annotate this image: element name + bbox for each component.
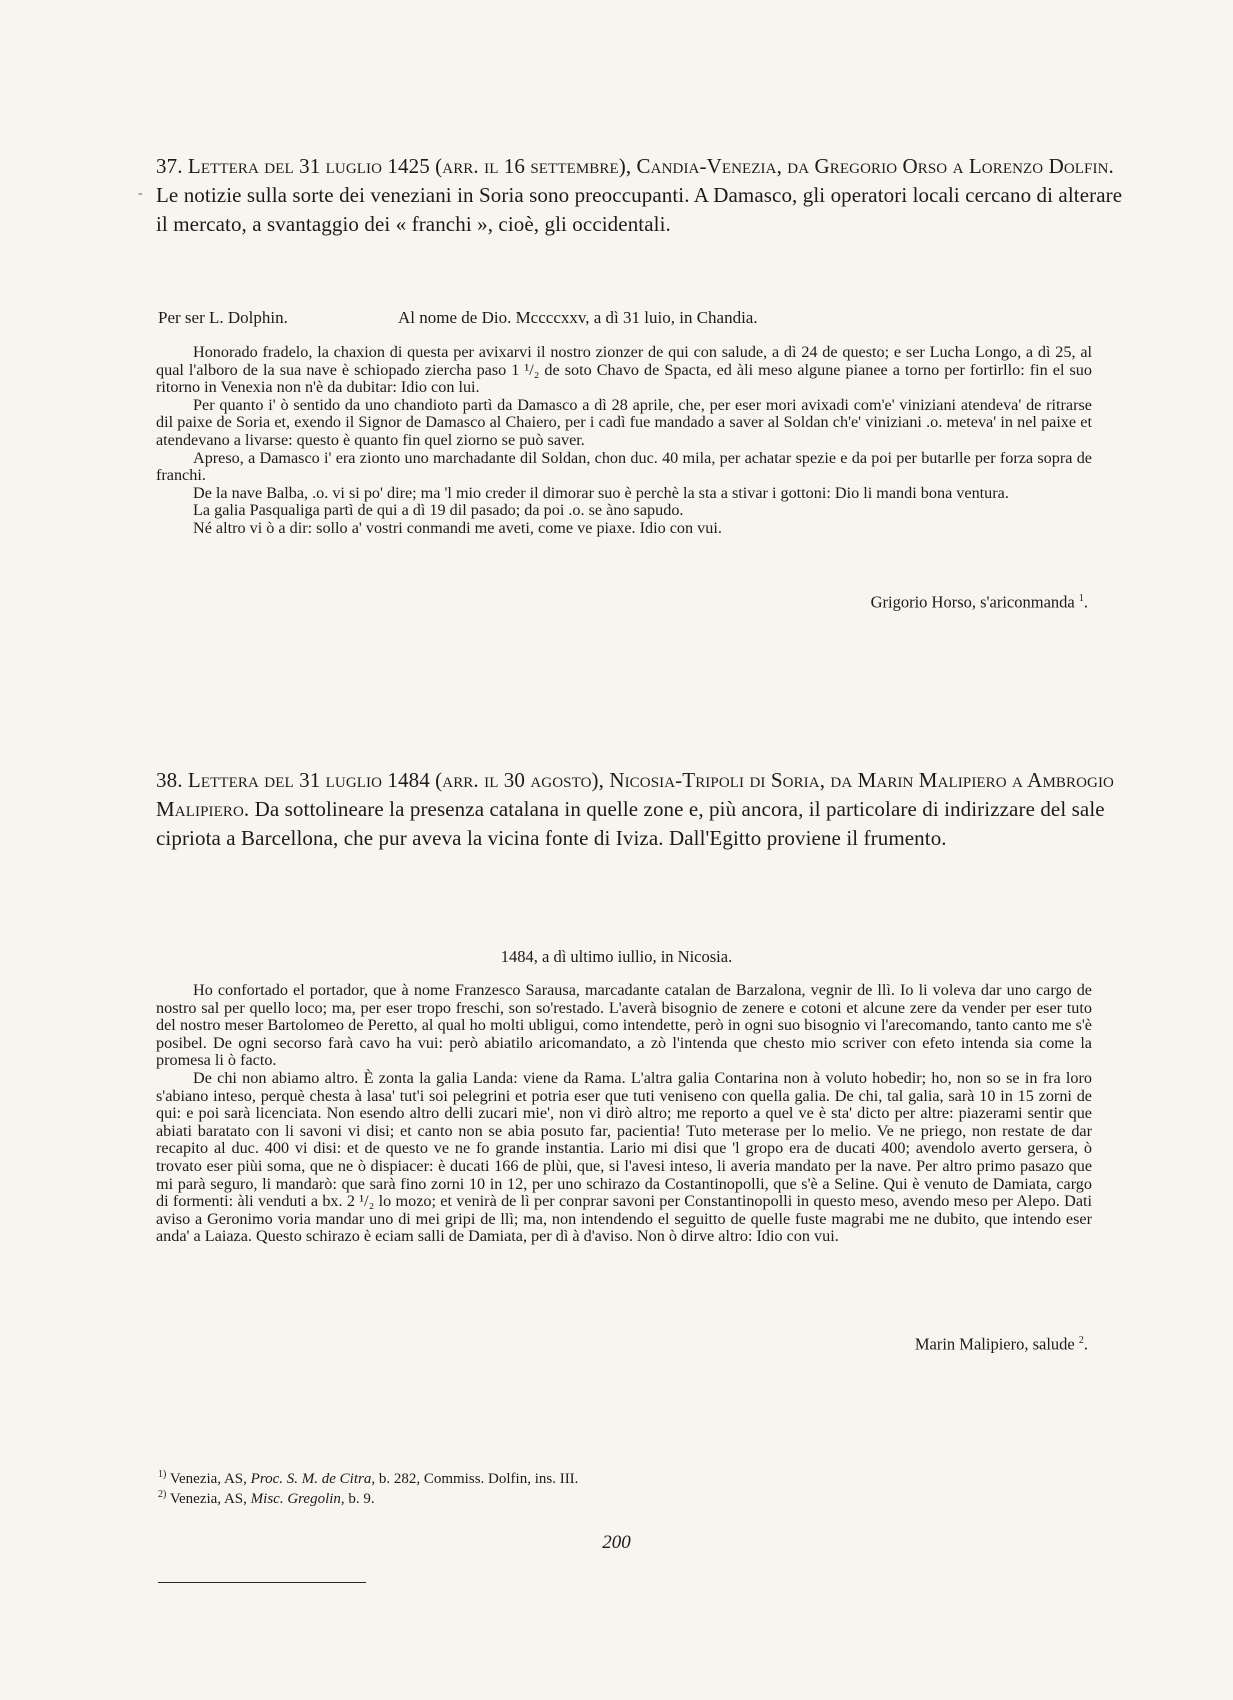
doc37-address: Per ser L. Dolphin. [158, 308, 288, 327]
doc38-signature-text: Marin Malipiero, salude [914, 1334, 1075, 1354]
doc37-paragraph: Apreso, a Damasco i' era zionto uno marchadante dil Soldan, chon duc. 40 mila, per achatar spezie e da poi per butarlle per forza sopra de franchi. [156, 448, 1092, 485]
doc37-paragraph: La galia Pasqualiga partì de qui a dì 19 dil pasado; da poi .o. se àno sapudo. [193, 501, 684, 520]
doc37-paragraph: Né altro vi ò a dir: sollo a' vostri conmandi me aveti, come ve piaxe. Idio con vui. [193, 518, 722, 537]
doc38-footnote-ref: 2 [1078, 1335, 1084, 1346]
doc37-dateline: Al nome de Dio. Mccccxxv, a dì 31 luio, in Chandia. [398, 308, 758, 327]
doc37-signature-text: Grigorio Horso, s'ariconmanda [870, 592, 1075, 612]
footnote-text: Venezia, AS, [169, 1491, 251, 1507]
footnote-mark: 1) [158, 1469, 167, 1480]
doc37-signature: Grigorio Horso, s'ariconmanda $^1$. [870, 592, 1088, 612]
footnote-text: , b. 9. [340, 1491, 375, 1507]
doc37-footnote-ref: 1 [1078, 593, 1084, 604]
footnote-text: Venezia, AS, [169, 1471, 251, 1487]
footnote-mark: 2) [158, 1489, 167, 1500]
doc37-heading-title: Lettera del 31 luglio 1425 (arr. il 16 settembre), Candia-Venezia, da Gregorio Orso a Lorenzo Dolfin. [187, 154, 1114, 178]
doc38-heading-title: Lettera del 31 luglio 1484 (arr. il 30 agosto), Nicosia-Tripoli di Soria, da Marin Malipiero a Ambrogio Malipiero. [156, 768, 1114, 821]
doc38-number: 38. [156, 768, 183, 792]
doc37-letter-body [156, 344, 1092, 538]
document-37-heading [156, 152, 1126, 239]
doc38-dateline: 1484, a dì ultimo iullio, in Nicosia. [500, 947, 733, 966]
doc38-heading-summary: Da sottolineare la presenza catalana in quelle zone e, più ancora, il particolare di indirizzare del sale cipriota a Barcellona, che pur aveva la vicina fonte di Iviza. Dall'Egitto proviene il frumento. [156, 797, 1105, 850]
footnote-source-title: Misc. Gregolin [250, 1491, 341, 1507]
doc38-paragraph: Ho confortado el portador, que à nome Franzesco Sarausa, marcadante catalan de Barzalona, vegnir de llì. Io li voleva dar uno cargo de nostro sal per quello loco; ma, per eser tropo freschi, son so'restado. L'averà bisognio de zenere e cotoni et alcune zere da vender per eser tuto del nostro meser Bartolomeo de Peretto, al qual ho molti ubligui, como intendette, però in ogni suo bisognio vi l'arecomando, tanto canto me s'è posibel. De ogni secorso farà cavo ha vui: però abiatilo aricomandato, a zò l'intenda que chesto mio scriver con efeto intenda sia come la promesa li ò facto. [156, 981, 1092, 1070]
doc37-number: 37. [156, 154, 183, 178]
margin-mark: - [138, 186, 143, 201]
page-number: 200 [602, 1532, 631, 1553]
doc37-paragraph: De la nave Balba, .o. vi si po' dire; ma 'l mio creder il dimorar suo è perchè la sta a stivar i gottoni: Dio li mandi bona ventura. [193, 483, 1009, 502]
doc37-paragraph: Per quanto i' ò sentido da uno chandioto partì da Damasco a dì 28 aprile, che, per eser mori avixadi com'e' viniziani atendeva' de ritrarse dil paixe de Soria et, exendo il Signor de Damasco al Chaiero, per i cadì fue mandado a saver al Soldan ch'e' viniziani .o. meteva' in nel paixe et atendevano a livarse: questo è quanto fin quel ziorno se può saver. [156, 395, 1092, 449]
doc37-paragraph: Honorado fradelo, la chaxion di questa per avixarvi il nostro zionzer de qui con salude, a dì 24 de questo; e ser Lucha Longo, a dì 25, al qual l'alboro de la sua nave è schiopado ziercha paso 1 ¹/₂ de soto Chavo de Spacta, ed àli meso algune pianee a torno per fortirllo: fin el suo ritorno in Venexia non n'è da dubitar: Idio con lui. [156, 343, 1092, 397]
footnote-source-title: Proc. S. M. de Citra [250, 1471, 372, 1487]
doc38-paragraph: De chi non abiamo altro. È zonta la galia Landa: viene da Rama. L'altra galia Contarina non à voluto hobedir; ho, non so se in fra loro s'abiano inteso, perquè chesta à lasa' tut'i soi pelegrini et potria eser que tuti veniseno con quella galia. De chi, tal galia, sarà 10 in 15 zorni de qui: e poi sarà licenciata. Non esendo altro delli zucari mie', non vi dirò altro; me reporto a quel ve è sta' dicto per altre: piazerami sentir que abiati baratato con li savoni vi disi; et canto non se abia posuto far, pacientia! Tuto meterase per lo melio. Ve ne priego, non restate de dar recapito al duc. 400 vi disi: et de questo ve ne fo grande instantia. Lario mi disi que 'l gropo era de ducati 400; avendolo averto gersera, ò trovato eser piùi soma, que ne ò dispiacer: è ducati 166 de plùi, que, si l'avesi inteso, li averia mandato per la nave. Per altro primo pasazo que mi parà seguro, li mandarò: que sarà fino zorni 10 in 12, per uno schirazo da Costantinopolli, que s'è a Seline. Qui è venuto de Damiata, cargo di formenti: àli venduti a bx. 2 ¹/₂ lo mozo; et venirà de lì per conprar savoni per Constantinopolli in questo meso, avendo meso per Alepo. Dati aviso a Geronimo voria mandar uno di mei gripi de llì; ma, non intendendo el seguitto de quelle fuste magrabi me ne dubito, que intendo eser anda' a Laiaza. Questo schirazo è eciam salli de Damiata, per dì à d'aviso. Non ò dirve altro: Idio con vui. [156, 1068, 1092, 1246]
footnote-divider [158, 1582, 366, 1583]
doc37-heading-summary: Le notizie sulla sorte dei veneziani in Soria sono preoccupanti. A Damasco, gli operatori locali cercano di alterare il mercato, a svantaggio dei « franchi », cioè, gli occidentali. [156, 183, 1123, 236]
doc38-letter-body [156, 982, 1092, 1246]
doc38-signature: Marin Malipiero, salude $^2$. [914, 1334, 1088, 1354]
footnote-2 [158, 1486, 858, 1508]
footnote-1 [158, 1466, 858, 1488]
footnote-text: , b. 282, Commiss. Dolfin, ins. III. [371, 1471, 579, 1487]
document-38-heading [156, 766, 1126, 853]
